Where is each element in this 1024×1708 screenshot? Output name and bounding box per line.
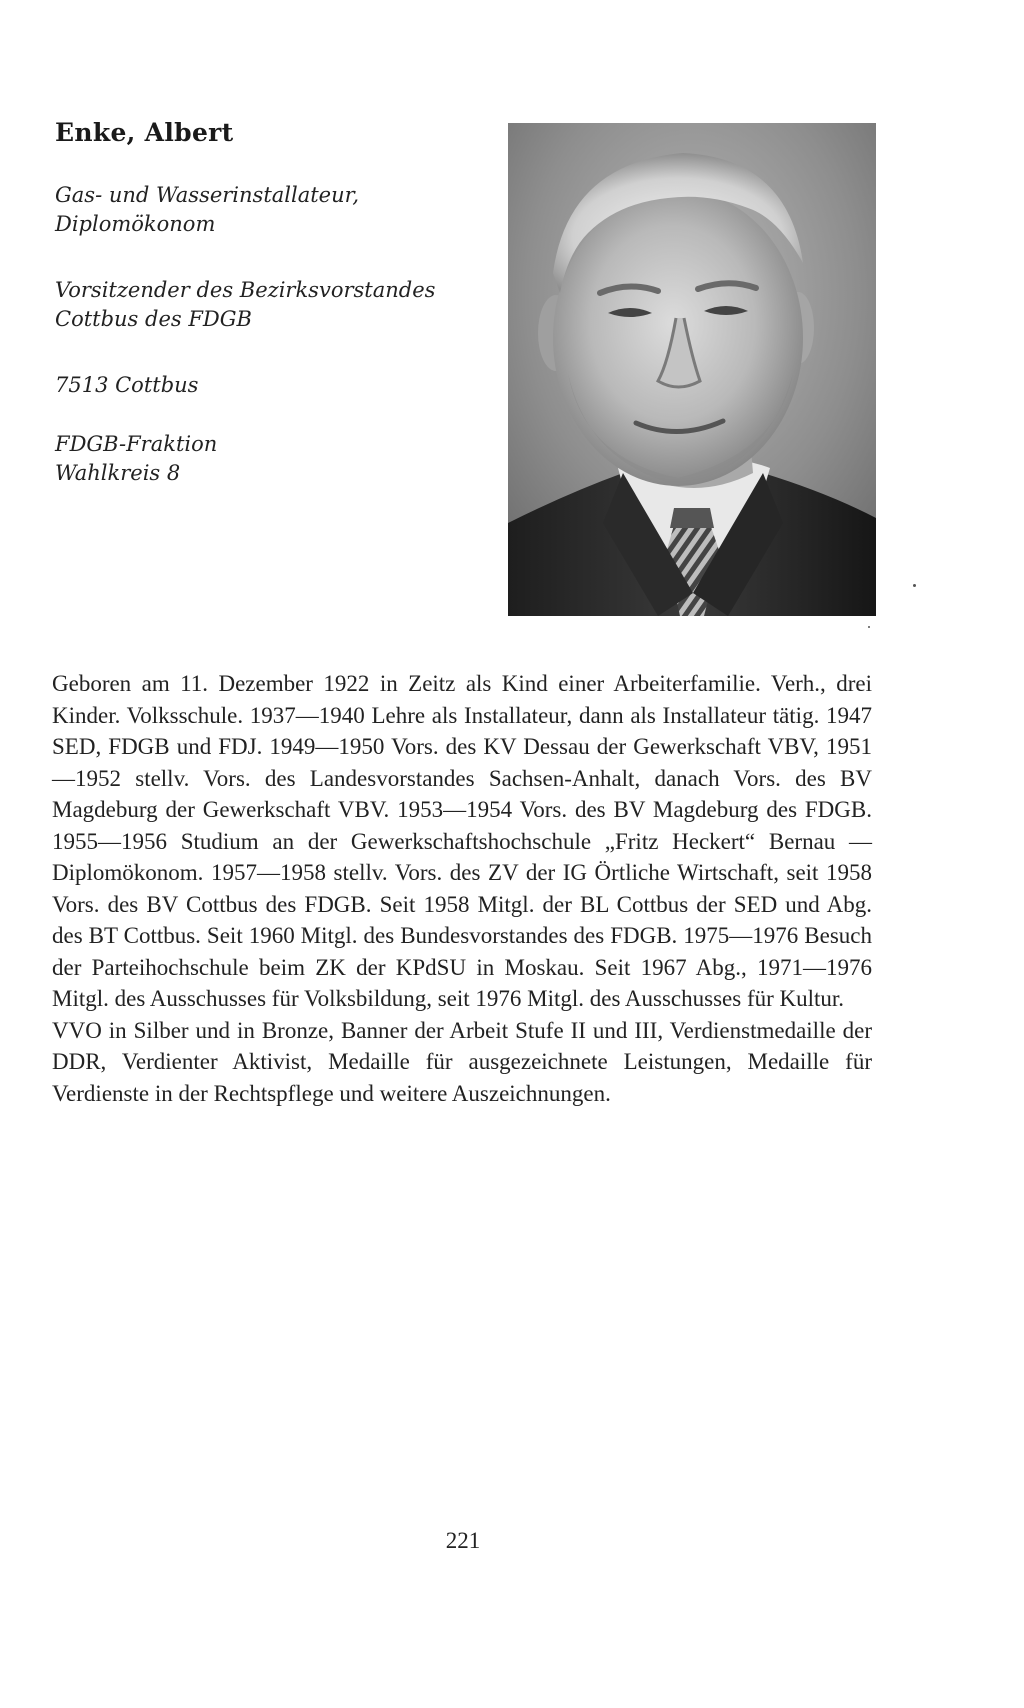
profession-line-1: Gas- und Wasserinstallateur, [55,183,360,207]
position-line-2: Cottbus des FDGB [55,307,252,331]
portrait-photo [508,123,876,616]
biography-paragraph-2: VVO in Silber und in Bronze, Banner der Arbeit Stufe II und III, Verdienstmedaille der DDR, Verdienter Aktivist, Medaille für ausgezeichnete Leistungen, Medaille für Verdienste in der Rechtspflege und weitere Auszeichnungen. [52,1017,872,1106]
person-name: Enke, Albert [55,118,234,147]
constituency-text: Wahlkreis 8 [55,461,181,485]
biography-text [52,668,872,1109]
page-number: 221 [445,1528,481,1553]
faction-block [55,430,217,488]
profession-line-2: Diplomökonom [55,212,216,236]
profession-block [55,181,359,239]
position-line-1: Vorsitzender des Bezirksvorstandes [55,278,436,302]
faction-text: FDGB-Fraktion [55,432,218,456]
biography-paragraph-1: Geboren am 11. Dezember 1922 in Zeitz als Kind einer Arbeiterfamilie. Verh., drei Kinder. Volksschule. 1937—1940 Lehre als Installateur, dann als Installateur tätig. 1947 SED, FDGB und FDJ. 1949—1950 Vors. des KV Dessau der Gewerkschaft VBV, 1951—1952 stellv. Vors. des Landesvorstandes Sachsen-Anhalt, danach Vors. des BV Magdeburg der Gewerkschaft VBV. 1953—1954 Vors. des BV Magdeburg des FDGB. 1955—1956 Studium an der Gewerkschaftshochschule „Fritz Heckert“ Bernau — Diplomökonom. 1957—1958 stellv. Vors. des ZV der IG Örtliche Wirtschaft, seit 1958 Vors. des BV Cottbus des FDGB. Seit 1958 Mitgl. der BL Cottbus der SED und Abg. des BT Cottbus. Seit 1960 Mitgl. des Bundesvorstandes des FDGB. 1975—1976 Besuch der Parteihochschule beim ZK der KPdSU in Moskau. Seit 1967 Abg., 1971—1976 Mitgl. des Ausschusses für Volksbildung, seit 1976 Mitgl. des Ausschusses für Kultur. [52,671,872,1011]
scan-speck [913,584,916,587]
scan-speck [868,626,870,628]
position-block [55,276,435,334]
location-text: 7513 Cottbus [55,373,199,397]
